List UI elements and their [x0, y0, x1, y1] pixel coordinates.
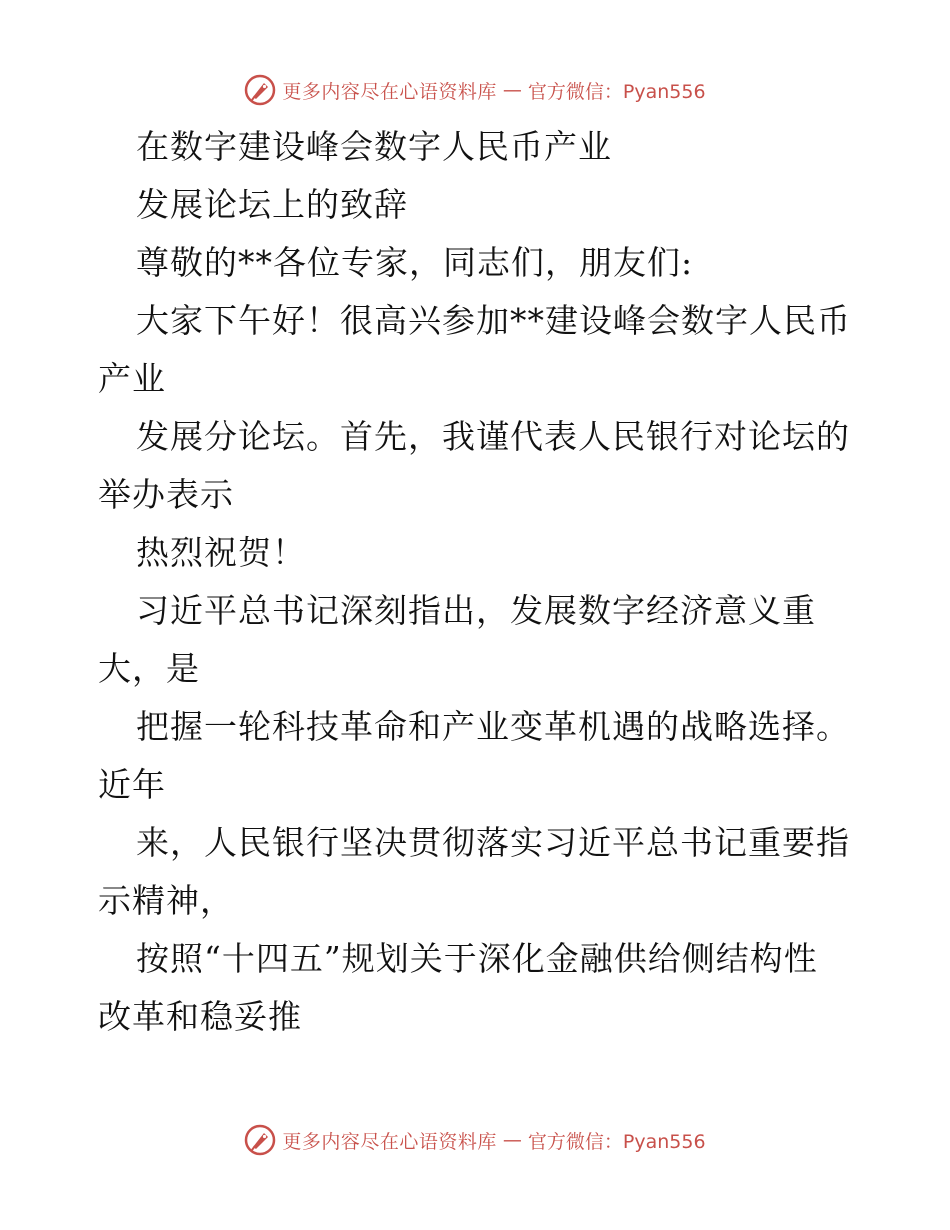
document-line: 来，人民银行坚决贯彻落实习近平总书记重要指: [136, 823, 850, 862]
banner-dash: —: [502, 79, 522, 101]
document-line: 示精神，: [98, 881, 234, 920]
document-line: 改革和稳妥推: [98, 997, 302, 1036]
document-line: 大家下午好！很高兴参加**建设峰会数字人民币: [136, 301, 851, 340]
pen-nib-logo-icon: [244, 1124, 276, 1156]
document-line: 热烈祝贺！: [136, 533, 306, 572]
banner-wechat: 官方微信：Pyan556: [527, 80, 706, 103]
document-line: 尊敬的**各位专家，同志们，朋友们:: [136, 243, 694, 282]
document-line: 举办表示: [98, 475, 234, 514]
document-line: 大，是: [98, 649, 200, 688]
banner-wechat: 官方微信：Pyan556: [527, 1130, 706, 1153]
document-line: 按照“十四五”规划关于深化金融供给侧结构性: [136, 939, 818, 978]
document-body: [98, 118, 858, 1046]
banner-text: 更多内容尽在心语资料库: [282, 1130, 497, 1153]
banner-dash: —: [502, 1129, 522, 1151]
document-line: 在数字建设峰会数字人民币产业: [136, 127, 612, 166]
document-line: 把握一轮科技革命和产业变革机遇的战略选择。: [136, 707, 850, 746]
document-line: 习近平总书记深刻指出，发展数字经济意义重: [136, 591, 816, 630]
document-line: 产业: [98, 359, 166, 398]
document-line: 发展分论坛。首先，我谨代表人民银行对论坛的: [136, 417, 850, 456]
document-line: 近年: [98, 765, 166, 804]
header-banner: [0, 70, 950, 110]
footer-banner: [0, 1120, 950, 1160]
pen-nib-logo-icon: [244, 74, 276, 106]
banner-text: 更多内容尽在心语资料库: [282, 80, 497, 103]
document-line: 发展论坛上的致辞: [136, 185, 408, 224]
